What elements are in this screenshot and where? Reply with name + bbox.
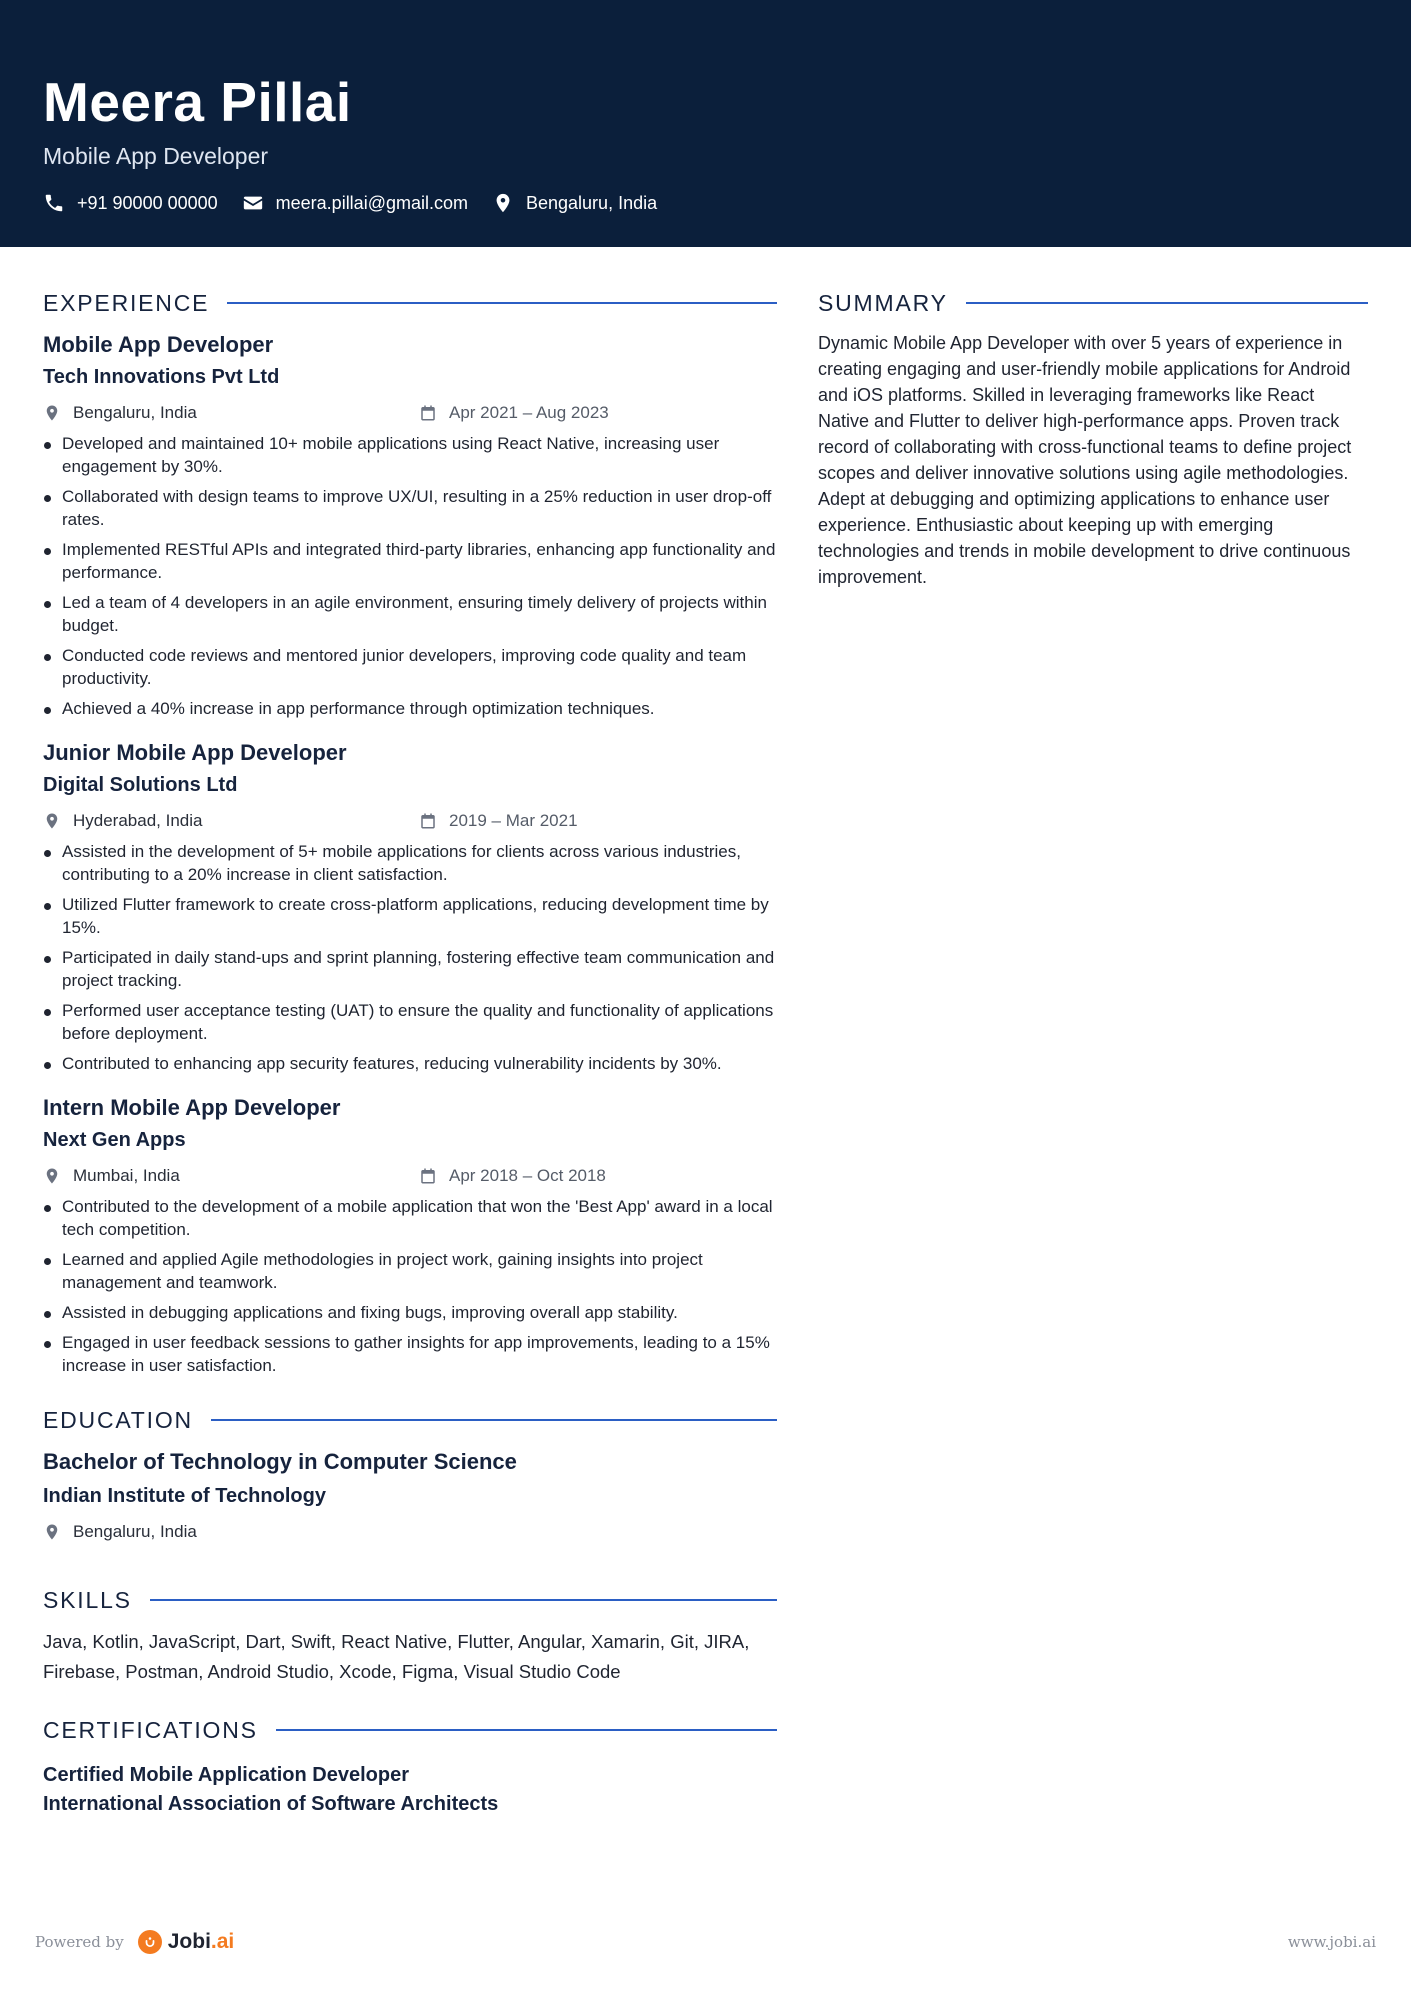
bullet-item: Developed and maintained 10+ mobile applications using React Native, increasing user engagement by 30%.	[43, 432, 777, 478]
job-entry	[43, 330, 777, 720]
bullet-item: Assisted in the development of 5+ mobile applications for clients across various industries, contributing to a 20% increase in client satisfaction.	[43, 840, 777, 886]
skills-heading	[43, 1587, 777, 1613]
bullet-item: Performed user acceptance testing (UAT) to ensure the quality and functionality of applications before deployment.	[43, 999, 777, 1045]
education-heading	[43, 1407, 777, 1433]
location-text: Bengaluru, India	[526, 192, 658, 213]
company-name: Tech Innovations Pvt Ltd	[43, 366, 280, 388]
bullet-item: Achieved a 40% increase in app performance through optimization techniques.	[43, 697, 777, 720]
company-name: Digital Solutions Ltd	[43, 774, 238, 796]
powered-by	[35, 1930, 234, 1954]
bullet-item: Contributed to the development of a mobile application that won the 'Best App' award in a local tech competition.	[43, 1195, 777, 1241]
location-pin-icon	[492, 192, 514, 214]
job-bullets	[43, 840, 777, 1075]
jobi-logo[interactable]	[138, 1930, 235, 1954]
section-title: SUMMARY	[818, 289, 948, 316]
bullet-item: Learned and applied Agile methodologies in project work, gaining insights into project management and teamwork.	[43, 1248, 777, 1294]
footer-url[interactable]: www.jobi.ai	[1287, 1933, 1376, 1951]
job-dates	[419, 1166, 606, 1186]
job-location	[43, 403, 419, 423]
job-entry	[43, 738, 777, 1075]
email-text: meera.pillai@gmail.com	[275, 192, 468, 213]
certifications-heading	[43, 1717, 777, 1743]
experience-heading	[43, 290, 777, 316]
section-divider	[211, 1419, 777, 1421]
location-pin-icon	[43, 1523, 61, 1541]
location-pin-icon	[43, 1167, 61, 1185]
summary-heading	[818, 290, 1368, 316]
contact-email[interactable]	[242, 192, 468, 214]
section-divider	[150, 1599, 777, 1601]
section-title: SKILLS	[43, 1586, 132, 1613]
candidate-role: Mobile App Developer	[43, 143, 269, 169]
job-title: Intern Mobile App Developer	[43, 1095, 341, 1120]
bullet-item: Led a team of 4 developers in an agile environment, ensuring timely delivery of projects within budget.	[43, 591, 777, 637]
email-icon	[242, 192, 264, 214]
right-column	[818, 290, 1368, 590]
bullet-item: Utilized Flutter framework to create cross-platform applications, reducing development time by 15%.	[43, 893, 777, 939]
location-pin-icon	[43, 812, 61, 830]
location-pin-icon	[43, 404, 61, 422]
job-location-text: Bengaluru, India	[73, 403, 197, 422]
job-bullets	[43, 432, 777, 720]
job-dates-text: Apr 2018 – Oct 2018	[449, 1166, 606, 1185]
certification-item: Certified Mobile Application Developer	[43, 1764, 409, 1786]
bullet-item: Engaged in user feedback sessions to gather insights for app improvements, leading to a 15% increase in user satisfaction.	[43, 1331, 777, 1377]
job-meta	[43, 400, 777, 426]
job-location	[43, 1166, 419, 1186]
jobi-logo-suffix: .ai	[210, 1930, 235, 1953]
job-dates-text: 2019 – Mar 2021	[449, 811, 578, 830]
job-bullets	[43, 1195, 777, 1377]
section-title: EXPERIENCE	[43, 289, 210, 316]
candidate-name: Meera Pillai	[43, 71, 352, 133]
resume-header	[0, 0, 1411, 247]
job-entry	[43, 1093, 777, 1377]
education-meta	[43, 1519, 777, 1545]
certification-item: International Association of Software Architects	[43, 1793, 499, 1815]
contact-bar	[43, 192, 681, 214]
education-location-text: Bengaluru, India	[73, 1522, 197, 1541]
section-title: CERTIFICATIONS	[43, 1716, 258, 1743]
summary-text: Dynamic Mobile App Developer with over 5 years of experience in creating engaging and user-friendly mobile applications for Android and iOS platforms. Skilled in leveraging frameworks like React Native and Flutter to deliver high-performance apps. Proven track record of collaborating with cross-functional teams to define project scopes and deliver innovative solutions using agile methodologies. Adept at debugging and optimizing applications to enhance user experience. Enthusiastic about keeping up with emerging technologies and trends in mobile development to drive continuous improvement.	[818, 333, 1352, 587]
calendar-icon	[419, 404, 437, 422]
phone-text: +91 90000 00000	[77, 192, 218, 213]
job-title: Junior Mobile App Developer	[43, 740, 347, 765]
phone-icon	[43, 192, 65, 214]
degree-title: Bachelor of Technology in Computer Science	[43, 1449, 517, 1474]
section-divider	[966, 302, 1368, 304]
job-dates-text: Apr 2021 – Aug 2023	[449, 403, 609, 422]
education-location	[43, 1522, 419, 1542]
jobi-logo-text: Jobi	[167, 1930, 211, 1953]
bullet-item: Conducted code reviews and mentored junior developers, improving code quality and team productivity.	[43, 644, 777, 690]
powered-by-label: Powered by	[35, 1933, 124, 1951]
bullet-item: Collaborated with design teams to improve UX/UI, resulting in a 25% reduction in user drop-off rates.	[43, 485, 777, 531]
section-divider	[227, 302, 777, 304]
section-divider	[276, 1729, 777, 1731]
contact-phone[interactable]	[43, 192, 218, 214]
left-column	[43, 290, 777, 1819]
job-meta	[43, 1163, 777, 1189]
contact-location	[492, 192, 657, 214]
bullet-item: Contributed to enhancing app security features, reducing vulnerability incidents by 30%.	[43, 1052, 777, 1075]
job-dates	[419, 403, 609, 423]
jobi-logo-icon	[138, 1930, 162, 1954]
bullet-item: Assisted in debugging applications and fixing bugs, improving overall app stability.	[43, 1301, 777, 1324]
school-name: Indian Institute of Technology	[43, 1485, 326, 1507]
job-location	[43, 811, 419, 831]
calendar-icon	[419, 812, 437, 830]
job-meta	[43, 808, 777, 834]
job-dates	[419, 811, 578, 831]
job-title: Mobile App Developer	[43, 332, 274, 357]
bullet-item: Implemented RESTful APIs and integrated third-party libraries, enhancing app functionality and performance.	[43, 538, 777, 584]
job-location-text: Hyderabad, India	[73, 811, 203, 830]
company-name: Next Gen Apps	[43, 1129, 186, 1151]
calendar-icon	[419, 1167, 437, 1185]
skills-list: Java, Kotlin, JavaScript, Dart, Swift, React Native, Flutter, Angular, Xamarin, Git, JIRA, Firebase, Postman, Android Studio, Xcode, Figma, Visual Studio Code	[43, 1631, 750, 1682]
job-location-text: Mumbai, India	[73, 1166, 180, 1185]
section-title: EDUCATION	[43, 1406, 193, 1433]
education-entry	[43, 1447, 777, 1545]
bullet-item: Participated in daily stand-ups and sprint planning, fostering effective team communication and project tracking.	[43, 946, 777, 992]
